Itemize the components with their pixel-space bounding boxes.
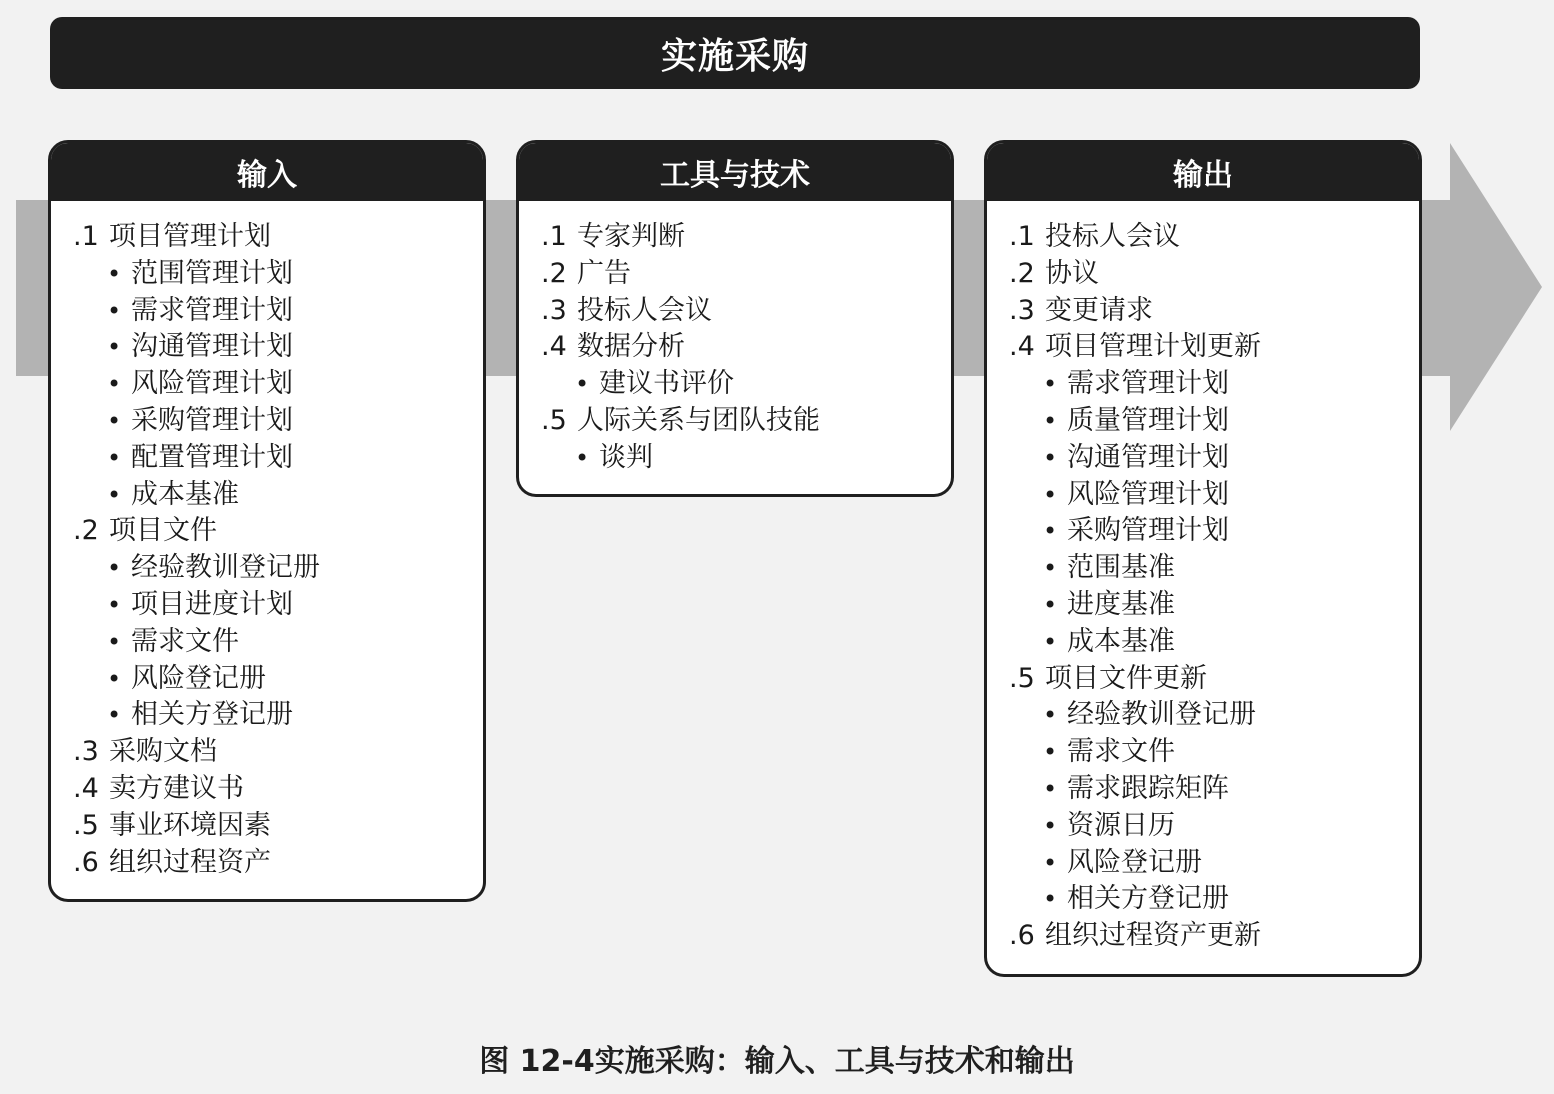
bullet-icon: • <box>1043 370 1058 399</box>
list-item <box>1009 661 1419 698</box>
list-item <box>1009 256 1419 293</box>
bullet-icon: • <box>1043 738 1058 767</box>
bullet-icon: • <box>1043 811 1058 840</box>
sub-item <box>73 697 483 734</box>
sub-item-label: 风险登记册 <box>131 662 266 694</box>
bullet-icon: • <box>1043 443 1058 472</box>
sub-item <box>73 550 483 587</box>
item-label: 组织过程资产 <box>109 846 271 878</box>
bullet-icon: • <box>575 443 590 472</box>
sub-item-label: 风险管理计划 <box>1067 478 1229 510</box>
item-number: .5 <box>541 404 567 436</box>
bullet-icon: • <box>107 296 122 325</box>
bullet-icon: • <box>1043 885 1058 914</box>
sub-item-label: 需求文件 <box>131 625 239 657</box>
sub-item-label: 采购管理计划 <box>1067 515 1229 547</box>
sub-item-label: 需求跟踪矩阵 <box>1067 772 1229 804</box>
list-item <box>541 256 951 293</box>
item-label: 组织过程资产更新 <box>1045 920 1261 952</box>
sub-item <box>1009 440 1419 477</box>
sub-item-label: 相关方登记册 <box>1067 883 1229 915</box>
bullet-icon: • <box>107 443 122 472</box>
sub-item-label: 风险登记册 <box>1067 846 1202 878</box>
bullet-icon: • <box>1043 848 1058 877</box>
sub-item-label: 沟通管理计划 <box>131 331 293 363</box>
bullet-icon: • <box>1043 517 1058 546</box>
bullet-icon: • <box>107 333 122 362</box>
sub-item <box>541 440 951 477</box>
bullet-icon: • <box>1043 554 1058 583</box>
sub-item <box>1009 808 1419 845</box>
sub-item <box>73 661 483 698</box>
tools-heading: 工具与技术 <box>519 143 951 201</box>
list-item <box>541 293 951 330</box>
bullet-icon: • <box>1043 774 1058 803</box>
bullet-icon: • <box>1043 590 1058 619</box>
bullet-icon: • <box>107 590 122 619</box>
sub-item-label: 需求管理计划 <box>131 294 293 326</box>
sub-item <box>1009 697 1419 734</box>
sub-item-label: 相关方登记册 <box>131 699 293 731</box>
sub-item <box>1009 477 1419 514</box>
sub-item-label: 采购管理计划 <box>131 404 293 436</box>
sub-item <box>1009 587 1419 624</box>
sub-item-label: 经验教训登记册 <box>131 552 320 584</box>
sub-item <box>1009 513 1419 550</box>
item-number: .1 <box>73 221 99 252</box>
item-label: 变更请求 <box>1045 294 1153 326</box>
item-label: 采购文档 <box>109 736 217 768</box>
sub-item-label: 谈判 <box>599 441 653 473</box>
sub-item <box>73 329 483 366</box>
list-item <box>73 808 483 845</box>
sub-item-label: 资源日历 <box>1067 809 1175 841</box>
sub-item-label: 风险管理计划 <box>131 368 293 400</box>
item-label: 项目文件 <box>109 515 217 547</box>
item-number: .2 <box>1009 257 1035 289</box>
item-label: 投标人会议 <box>1045 221 1180 252</box>
item-label: 项目文件更新 <box>1045 662 1207 694</box>
sub-item-label: 经验教训登记册 <box>1067 699 1256 731</box>
item-label: 卖方建议书 <box>109 772 244 804</box>
list-item <box>1009 918 1419 955</box>
sub-item <box>1009 366 1419 403</box>
item-label: 人际关系与团队技能 <box>577 404 820 436</box>
inputs-panel <box>48 140 486 902</box>
item-number: .2 <box>541 257 567 289</box>
list-item <box>73 219 483 256</box>
list-item <box>73 771 483 808</box>
sub-item <box>73 440 483 477</box>
list-item <box>541 219 951 256</box>
outputs-panel <box>984 140 1422 977</box>
tools-list <box>519 201 951 477</box>
sub-item-label: 项目进度计划 <box>131 588 293 620</box>
sub-item <box>73 587 483 624</box>
title-bar: 实施采购 <box>50 17 1420 89</box>
sub-item-label: 需求管理计划 <box>1067 368 1229 400</box>
sub-item-label: 需求文件 <box>1067 736 1175 768</box>
item-label: 投标人会议 <box>577 294 712 326</box>
sub-item-label: 范围管理计划 <box>131 257 293 289</box>
list-item <box>1009 293 1419 330</box>
item-label: 项目管理计划 <box>109 221 271 252</box>
tools-panel <box>516 140 954 497</box>
bullet-icon: • <box>107 627 122 656</box>
item-label: 项目管理计划更新 <box>1045 331 1261 363</box>
item-number: .3 <box>541 294 567 326</box>
bullet-icon: • <box>107 701 122 730</box>
list-item <box>541 329 951 366</box>
bullet-icon: • <box>1043 701 1058 730</box>
list-item <box>541 403 951 440</box>
item-label: 专家判断 <box>577 221 685 252</box>
bullet-icon: • <box>107 259 122 288</box>
sub-item <box>73 256 483 293</box>
sub-item <box>73 624 483 661</box>
list-item <box>1009 219 1419 256</box>
figure-caption: 图 12-4实施采购：输入、工具与技术和输出 <box>479 1044 1075 1079</box>
sub-item <box>541 366 951 403</box>
list-item <box>1009 329 1419 366</box>
sub-item <box>1009 624 1419 661</box>
bullet-icon: • <box>107 480 122 509</box>
item-label: 广告 <box>577 257 631 289</box>
bullet-icon: • <box>107 554 122 583</box>
bullet-icon: • <box>1043 406 1058 435</box>
item-number: .6 <box>1009 920 1035 952</box>
outputs-heading: 输出 <box>987 143 1419 201</box>
bullet-icon: • <box>575 370 590 399</box>
inputs-list <box>51 201 483 881</box>
inputs-heading: 输入 <box>51 143 483 201</box>
item-number: .4 <box>541 331 567 363</box>
bullet-icon: • <box>1043 627 1058 656</box>
sub-item-label: 进度基准 <box>1067 588 1175 620</box>
sub-item-label: 沟通管理计划 <box>1067 441 1229 473</box>
sub-item-label: 范围基准 <box>1067 552 1175 584</box>
sub-item-label: 成本基准 <box>1067 625 1175 657</box>
bullet-icon: • <box>1043 480 1058 509</box>
sub-item <box>1009 403 1419 440</box>
sub-item-label: 配置管理计划 <box>131 441 293 473</box>
item-number: .4 <box>1009 331 1035 363</box>
list-item <box>73 845 483 882</box>
item-number: .1 <box>1009 221 1035 252</box>
sub-item <box>73 293 483 330</box>
item-number: .2 <box>73 515 99 547</box>
item-number: .5 <box>1009 662 1035 694</box>
sub-item <box>1009 734 1419 771</box>
list-item <box>73 734 483 771</box>
item-label: 数据分析 <box>577 331 685 363</box>
sub-item-label: 质量管理计划 <box>1067 404 1229 436</box>
sub-item-label: 成本基准 <box>131 478 239 510</box>
sub-item <box>1009 771 1419 808</box>
item-number: .6 <box>73 846 99 878</box>
bullet-icon: • <box>107 370 122 399</box>
sub-item <box>73 477 483 514</box>
bullet-icon: • <box>107 406 122 435</box>
item-number: .4 <box>73 772 99 804</box>
sub-item <box>1009 845 1419 882</box>
sub-item <box>1009 881 1419 918</box>
sub-item <box>73 366 483 403</box>
item-number: .3 <box>73 736 99 768</box>
sub-item-label: 建议书评价 <box>599 368 734 400</box>
outputs-list <box>987 201 1419 955</box>
list-item <box>73 513 483 550</box>
item-number: .1 <box>541 221 567 252</box>
item-number: .5 <box>73 809 99 841</box>
bullet-icon: • <box>107 664 122 693</box>
sub-item <box>1009 550 1419 587</box>
sub-item <box>73 403 483 440</box>
item-label: 事业环境因素 <box>109 809 271 841</box>
item-number: .3 <box>1009 294 1035 326</box>
item-label: 协议 <box>1045 257 1099 289</box>
